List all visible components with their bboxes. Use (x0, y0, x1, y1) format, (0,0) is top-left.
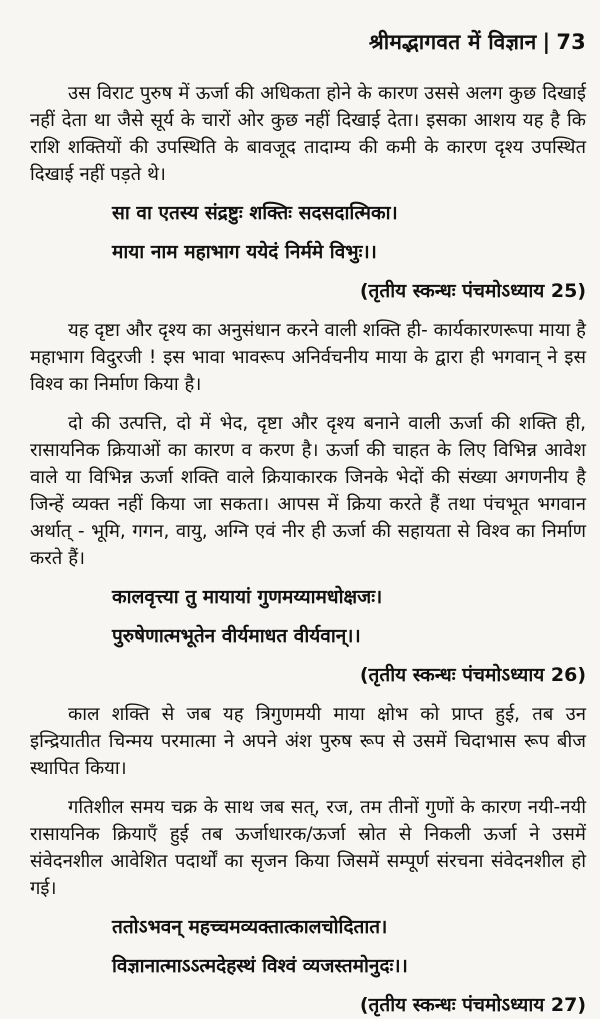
verse-2-reference: (तृतीय स्कन्धः पंचमोऽध्याय 26) (359, 664, 586, 686)
verse-2-line-1: कालवृत्त्या तु मायायां गुणमय्यामधोक्षजः। (112, 586, 383, 608)
header-separator: | (542, 30, 551, 54)
verse-1-reference: (तृतीय स्कन्धः पंचमोऽध्याय 25) (359, 280, 586, 302)
paragraph-5: गतिशील समय चक्र के साथ जब सत्, रज, तम तीनों गुणों के कारण नयी-नयी रासायनिक क्रियाएँ हुई तब ऊर्जाधारक/ऊर्जा स्रोत से निकली ऊर्जा ने उसमें संवेदनशील आवेशित पदार्थों का सृजन किया जिसमें सम्पूर्ण संरचना संवेदनशील हो गई। (30, 797, 586, 899)
verse-3-reference: (तृतीय स्कन्धः पंचमोऽध्याय 27) (359, 994, 586, 1016)
verse-1-line-1: सा वा एतस्य संद्रष्टुः शक्तिः सदसदात्मिका। (112, 202, 398, 224)
paragraph-1: उस विराट पुरुष में ऊर्जा की अधिकता होने के कारण उससे अलग कुछ दिखाई नहीं देता था जैसे सूर्य के चारों ओर कुछ नहीं दिखाई देता। इसका आशय यह है कि राशि शक्तियों की उपस्थिति के बावजूद तादाम्य की कमी के कारण दृश्य उपस्थित दिखाई नहीं पड़ते थे। (30, 83, 586, 185)
running-header (369, 28, 586, 56)
header-title: श्रीमद्भागवत में विज्ञान (368, 30, 537, 54)
verse-2-line-2: पुरुषेणात्मभूतेन वीर्यमाधत वीर्यवान्।। (112, 625, 361, 647)
verse-1-line-2: माया नाम महाभाग ययेदं निर्ममे विभुः।। (112, 241, 377, 263)
paragraph-3: दो की उत्पत्ति, दो में भेद, दृष्टा और दृश्य बनाने वाली ऊर्जा की शक्ति ही, रासायनिक क्रियाओं का कारण व करण है। ऊर्जा की चाहत के लिए विभिन्न आवेश वाले या विभिन्न ऊर्जा शक्ति वाले क्रियाकारक जिनके भेदों की संख्या अगणनीय है जिन्हें व्यक्त नहीं किया जा सकता। आपस में क्रिया करते हैं तथा पंचभूत भगवान अर्थात् - भूमि, गगन, वायु, अग्नि एवं नीर ही ऊर्जा की सहायता से विश्व का निर्माण करते हैं। (30, 413, 586, 569)
paragraph-4: काल शक्ति से जब यह त्रिगुणमयी माया क्षोभ को प्राप्त हुई, तब उन इन्द्रियातीत चिन्मय परमात्मा ने अपने अंश पुरुष रूप से उसमें चिदाभास रूप बीज स्थापित किया। (30, 704, 586, 779)
page-number: 73 (556, 30, 586, 54)
verse-3-line-1: ततोऽभवन् महच्चमव्यक्तात्कालचोदितात। (112, 916, 388, 938)
paragraph-2: यह दृष्टा और दृश्य का अनुसंधान करने वाली शक्ति ही- कार्यकारणरूपा माया है महाभाग विदुरजी ! इस भावा भावरूप अनिर्वचनीय माया के द्वारा ही भगवान् ने इस विश्व का निर्माण किया है। (30, 320, 586, 395)
verse-3-line-2: विज्ञानात्माऽऽत्मदेहस्थं विश्वं व्यजस्तमोनुदः।। (112, 955, 408, 977)
page-body (30, 80, 586, 1019)
